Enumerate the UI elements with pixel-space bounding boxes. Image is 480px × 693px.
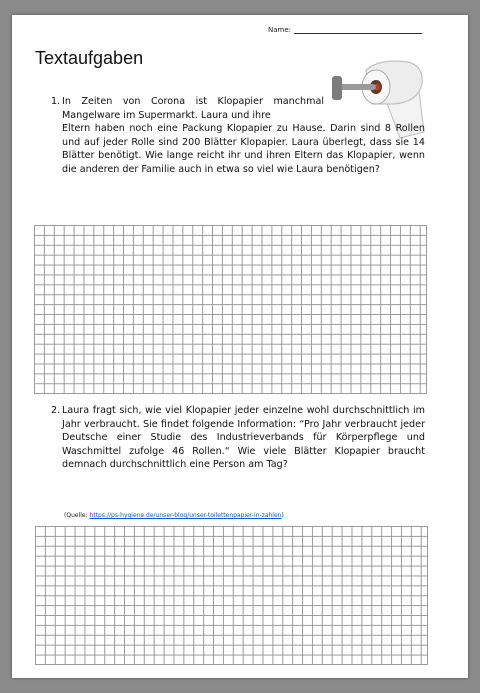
source-citation (64, 512, 284, 519)
answer-grid-2[interactable] (35, 526, 428, 665)
answer-grid-1[interactable] (34, 225, 427, 394)
source-prefix: (Quelle: (64, 512, 88, 519)
source-suffix: ) (281, 512, 284, 519)
source-link[interactable]: https://ps-hygiene.de/unser-blog/unser-toilettenpapier-in-zahlen (89, 512, 282, 519)
task-1 (51, 95, 425, 177)
task-1-number: 1. (51, 96, 61, 107)
task-2-text: Laura fragt sich, wie viel Klopapier jeder einzelne wohl durchschnittlich im Jahr verbraucht. Sie findet folgende Information: “Pro Jahr verbraucht jeder Deutsche einer Studie des Industrieverbands für Körperpflege und Waschmittel zufolge 46 Rollen.“ Wie viele Blätter Klopapier braucht demnach durchschnittlich eine Person am Tag? (62, 405, 425, 471)
task-1-text-intro: In Zeiten von Corona ist Klopapier manchmal Mangelware im Supermarkt. Laura und ihre (62, 96, 324, 121)
name-label: Name: (268, 26, 292, 34)
task-1-text: Eltern haben noch eine Packung Klopapier zu Hause. Darin sind 8 Rollen und auf jeder Rolle sind 200 Blätter Klopapier. Laura überlegt, dass sie 14 Blätter benötigt. Wie lange reicht ihr und ihren Eltern das Klopapier, wenn die anderen der Familie auch in etwa so viel wie Laura benötigen? (62, 123, 425, 175)
page-title: Textaufgaben (35, 48, 144, 68)
task-2 (51, 404, 425, 472)
name-input-line[interactable] (294, 33, 422, 34)
task-2-number: 2. (51, 405, 61, 416)
